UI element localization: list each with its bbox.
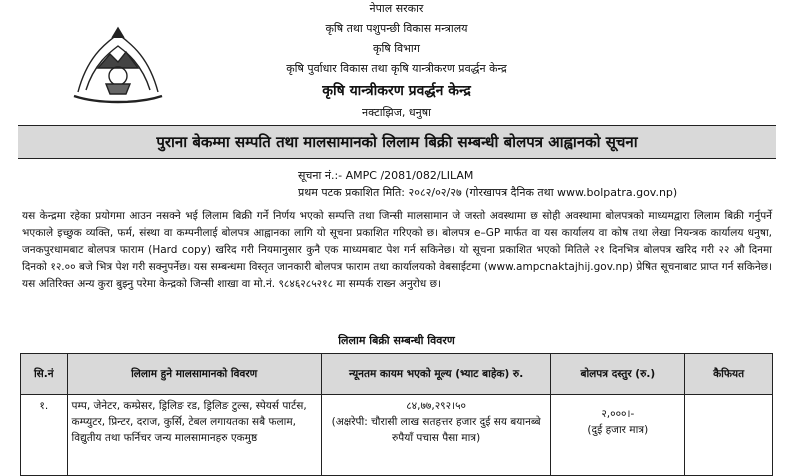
- table-row: [21, 395, 773, 476]
- header-department: कृषि विभाग: [373, 42, 420, 55]
- header-location: नक्टाझिज, धनुषा: [362, 106, 431, 119]
- header-centre-name: कृषि यान्त्रीकरण प्रवर्द्धन केन्द्र: [322, 83, 471, 99]
- cell-serial: १.: [21, 395, 68, 476]
- header-government: नेपाल सरकार: [369, 2, 424, 15]
- header-fee: बोलपत्र दस्तुर (रु.): [551, 354, 685, 395]
- table-header-row: [21, 354, 773, 395]
- header-description: लिलाम हुने मालसामानको विवरण: [67, 354, 321, 395]
- cell-description: पम्प, जेनेटर, कम्प्रेसर, ड्रिलिङ रड, ड्रिलिङ टुल्स, स्पेयर्स पार्टस, कम्प्युटर, प्रिन्टर, दराज, कुर्सि, टेबल लगायतका सबै फलाम, विद्युतीय तथा फर्निचर जन्य मालसामानहरु एकमुष्ठ: [67, 395, 321, 476]
- header-min-price: न्यूनतम कायम भएको मूल्य (भ्याट बाहेक) रु.: [321, 354, 551, 395]
- notice-number: सूचना नं.:- AMPC /2081/082/LILAM: [298, 169, 474, 182]
- publish-date: प्रथम पटक प्रकाशित मिति: २०८२/०२/२७ (गोरखापत्र दैनिक तथा www.bolpatra.gov.np): [298, 186, 678, 199]
- min-price-figure: ८४,७७,२९२।५०: [406, 400, 466, 412]
- min-price-words: (अक्षरेपी: चौरासी लाख सतहत्तर हजार दुई सय बयानब्बे रुपैयाँ पचास पैसा मात्र): [331, 416, 541, 444]
- table-title: लिलाम बिक्री सम्बन्धी विवरण: [338, 334, 455, 347]
- fee-words: (दुई हजार मात्र): [587, 424, 649, 436]
- notice-banner-title: पुराना बेकम्मा सम्पति तथा मालसामानको लिलाम बिक्री सम्बन्धी बोलपत्र आह्वानको सूचना: [18, 125, 776, 159]
- header-remarks: कैफियत: [685, 354, 773, 395]
- cell-remarks: [685, 395, 773, 476]
- auction-details-table: [20, 353, 773, 476]
- header-ministry: कृषि तथा पशुपन्छी विकास मन्त्रालय: [325, 22, 468, 35]
- header-centre-long: कृषि पुर्वाधार विकास तथा कृषि यान्त्रीकरण प्रवर्द्धन केन्द्र: [286, 62, 507, 75]
- fee-figure: २,०००।-: [601, 408, 635, 420]
- cell-fee: [551, 395, 685, 476]
- notice-body: यस केन्द्रमा रहेका प्रयोगमा आउन नसक्ने भई लिलाम बिक्री गर्ने निर्णय भएको सम्पत्ति तथा जिन्सी मालसामान जे जस्तो अवस्थामा छ सोही अवस्थामा बोलपत्रको माध्यमद्वारा लिलाम बिक्री गर्नुपर्ने भएकाले इच्छुक व्यक्ति, फर्म, संस्था वा कम्पनीलाई बोलपत्र आह्वानका लागि यो सूचना प्रकाशित गरिएको छ। बोलपत्र e–GP मार्फत वा यस कार्यालय वा कोष तथा लेखा नियन्त्रक कार्यालय धनुषा, जनकपुरधामबाट बोलपत्र फाराम (Hard copy) खरिद गरी नियमानुसार कुनै एक माध्यमबाट पेश गर्न सकिनेछ। यो सूचना प्रकाशित भएको मितिले २१ दिनभित्र बोलपत्र खरिद गरी २२ औ दिनमा दिनको १२.०० बजे भित्र पेश गरी सक्नुपर्नेछ। यस सम्बन्धमा विस्तृत जानकारी बोलपत्र फाराम तथा कार्यालयको वेबसाईटमा (www.ampcnaktajhij.gov.np) प्रेषित सूचनाबाट प्राप्त गर्न सकिनेछ। यस अतिरिक्त अन्य कुरा बुझ्नु परेमा केन्द्रको जिन्सी शाखा वा मो.नं. ९८४६२८५२१८ मा सम्पर्क राख्न अनुरोध छ।: [22, 210, 772, 290]
- cell-min-price: [321, 395, 551, 476]
- header-serial: सि.नं: [21, 354, 68, 395]
